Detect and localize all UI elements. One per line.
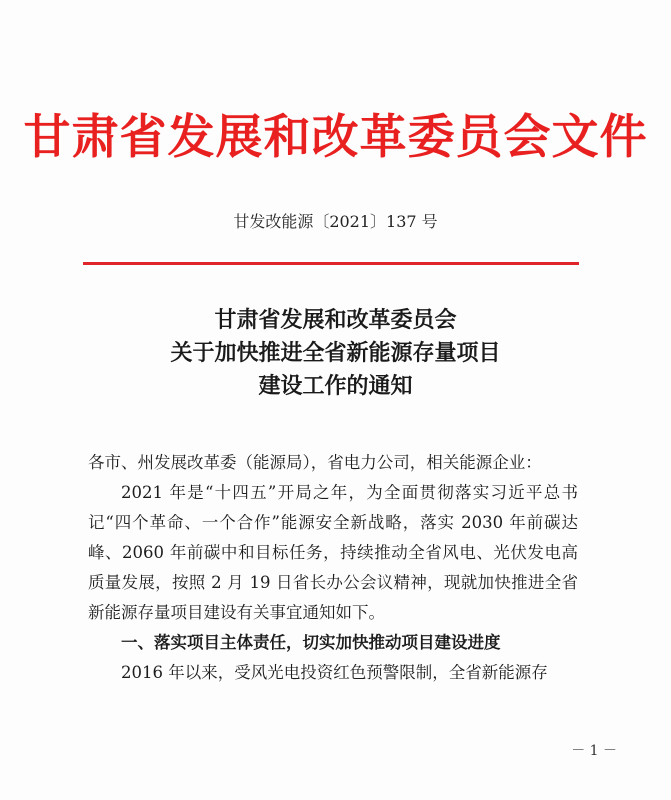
- document-number: 甘发改能源〔2021〕137 号: [233, 212, 438, 231]
- notice-title: [0, 304, 671, 403]
- notice-title-line-3: 建设工作的通知: [258, 374, 413, 399]
- notice-title-line-1: 甘肃省发展和改革委员会: [214, 308, 457, 333]
- paragraph-intro: 2021 年是“十四五”开局之年，为全面贯彻落实习近平总书记“四个革命、一个合作”能源安全新战略，落实 2030 年前碳达峰、2060 年前碳中和目标任务，持续推动全省风电、光伏发电高质量发展，按照 2 月 19 日省长办公会议精神，现就加快推进全省新能源存量项目建设有关事宜通知如下。: [88, 483, 578, 622]
- section-heading-1: 一、落实项目主体责任，切实加快推动项目建设进度: [121, 633, 501, 652]
- salutation: 各市、州发展改革委（能源局），省电力公司，相关能源企业：: [88, 453, 542, 472]
- notice-body: [88, 448, 578, 688]
- notice-title-line-2: 关于加快推进全省新能源存量项目: [170, 341, 501, 366]
- paragraph-section-1: 2016 年以来，受风光电投资红色预警限制，全省新能源存: [121, 663, 548, 682]
- issuer-title: 甘肃省发展和改革委员会文件: [23, 110, 648, 165]
- red-divider-line: [83, 262, 579, 265]
- page-number: － 1 －: [571, 743, 617, 759]
